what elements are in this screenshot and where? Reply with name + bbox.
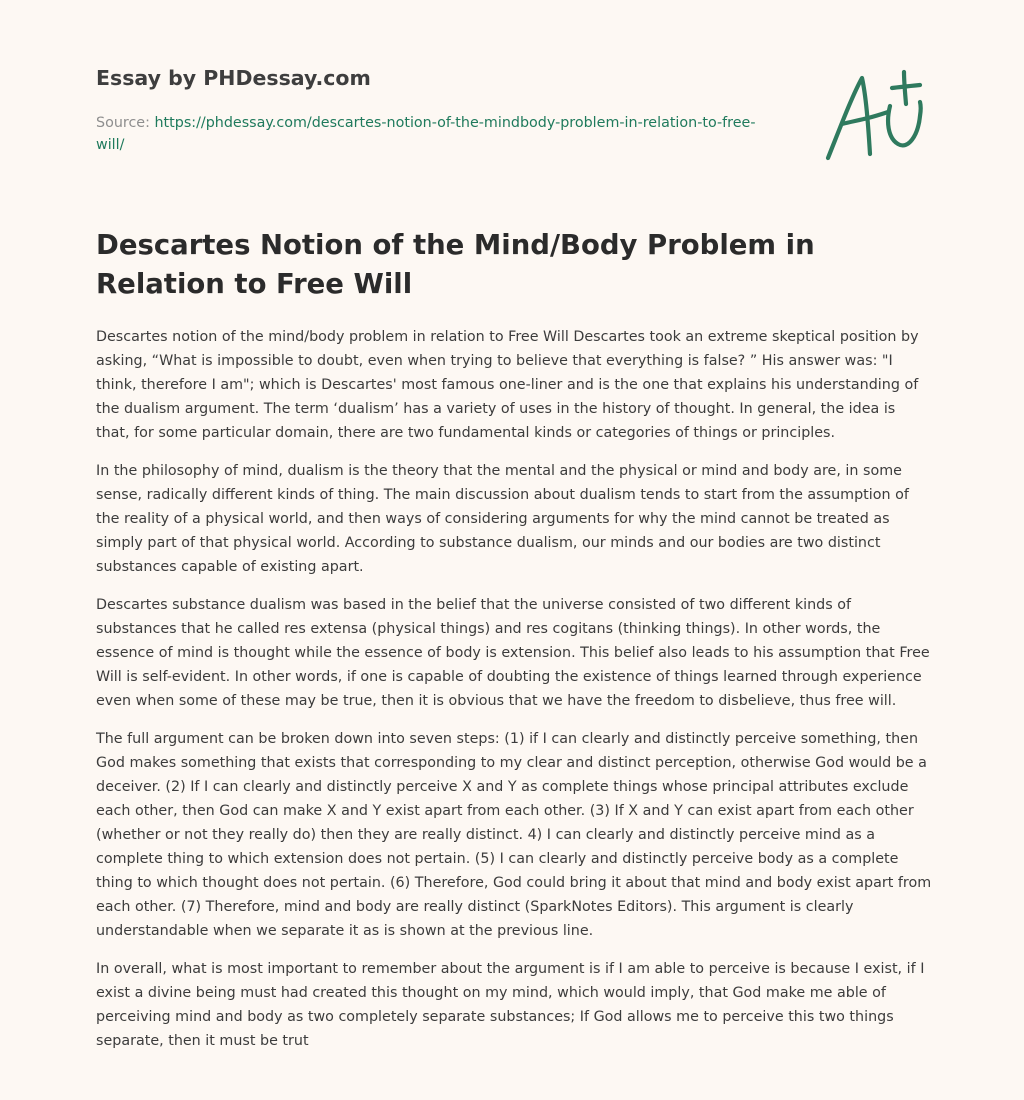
essay-paragraph: Descartes notion of the mind/body problem in relation to Free Will Descartes took an extreme skeptical position by asking, “What is impossible to doubt, even when trying to believe that everything is false? ” His answer was: "I think, therefore I am"; which is Descartes' most famous one-liner and is the one that explains his understanding of the dualism argument. The term ‘dualism’ has a variety of uses in the history of thought. In general, the idea is that, for some particular domain, there are two fundamental kinds or categories of things or principles. (96, 329, 919, 441)
essay-body (96, 325, 932, 1067)
source-label: Source: (96, 115, 150, 131)
source-link[interactable]: https://phdessay.com/descartes-notion-of-the-mindbody-problem-in-relation-to-free-will/ (96, 115, 756, 153)
a-plus-grade-icon (818, 66, 934, 166)
document-header (96, 64, 796, 156)
essay-paragraph: The full argument can be broken down into seven steps: (1) if I can clearly and distinctly perceive something, then God makes something that exists that corresponding to my clear and distinct perception, otherwise God would be a deceiver. (2) If I can clearly and distinctly perceive X and Y as complete things whose principal attributes exclude each other, then God can make X and Y exist apart from each other. (3) If X and Y can exist apart from each other (whether or not they really do) then they are really distinct. 4) I can clearly and distinctly perceive mind as a complete thing to which extension does not pertain. (5) I can clearly and distinctly perceive body as a complete thing to which thought does not pertain. (6) Therefore, God could bring it about that mind and body exist apart from each other. (7) Therefore, mind and body are really distinct (SparkNotes Editors). This argument is clearly understandable when we separate it as is shown at the previous line. (96, 731, 932, 939)
source-line (96, 112, 766, 156)
essay-paragraph: In the philosophy of mind, dualism is the theory that the mental and the physical or mind and body are, in some sense, radically different kinds of thing. The main discussion about dualism tends to start from the assumption of the reality of a physical world, and then ways of considering arguments for why the mind cannot be treated as simply part of that physical world. According to substance dualism, our minds and our bodies are two distinct substances capable of existing apart. (96, 463, 909, 575)
site-brand: Essay by PHDessay.com (96, 66, 371, 90)
essay-paragraph: Descartes substance dualism was based in the belief that the universe consisted of two different kinds of substances that he called res extensa (physical things) and res cogitans (thinking things). In other words, the essence of mind is thought while the essence of body is extension. This belief also leads to his assumption that Free Will is self-evident. In other words, if one is capable of doubting the existence of things learned through experience even when some of these may be true, then it is obvious that we have the freedom to disbelieve, thus free will. (96, 597, 930, 709)
essay-paragraph: In overall, what is most important to remember about the argument is if I am able to perceive is because I exist, if I exist a divine being must had created this thought on my mind, which would imply, that God make me able of perceiving mind and body as two completely separate substances; If God allows me to perceive this two things separate, then it must be trut (96, 961, 925, 1049)
essay-title: Descartes Notion of the Mind/Body Problem in Relation to Free Will (96, 229, 815, 300)
